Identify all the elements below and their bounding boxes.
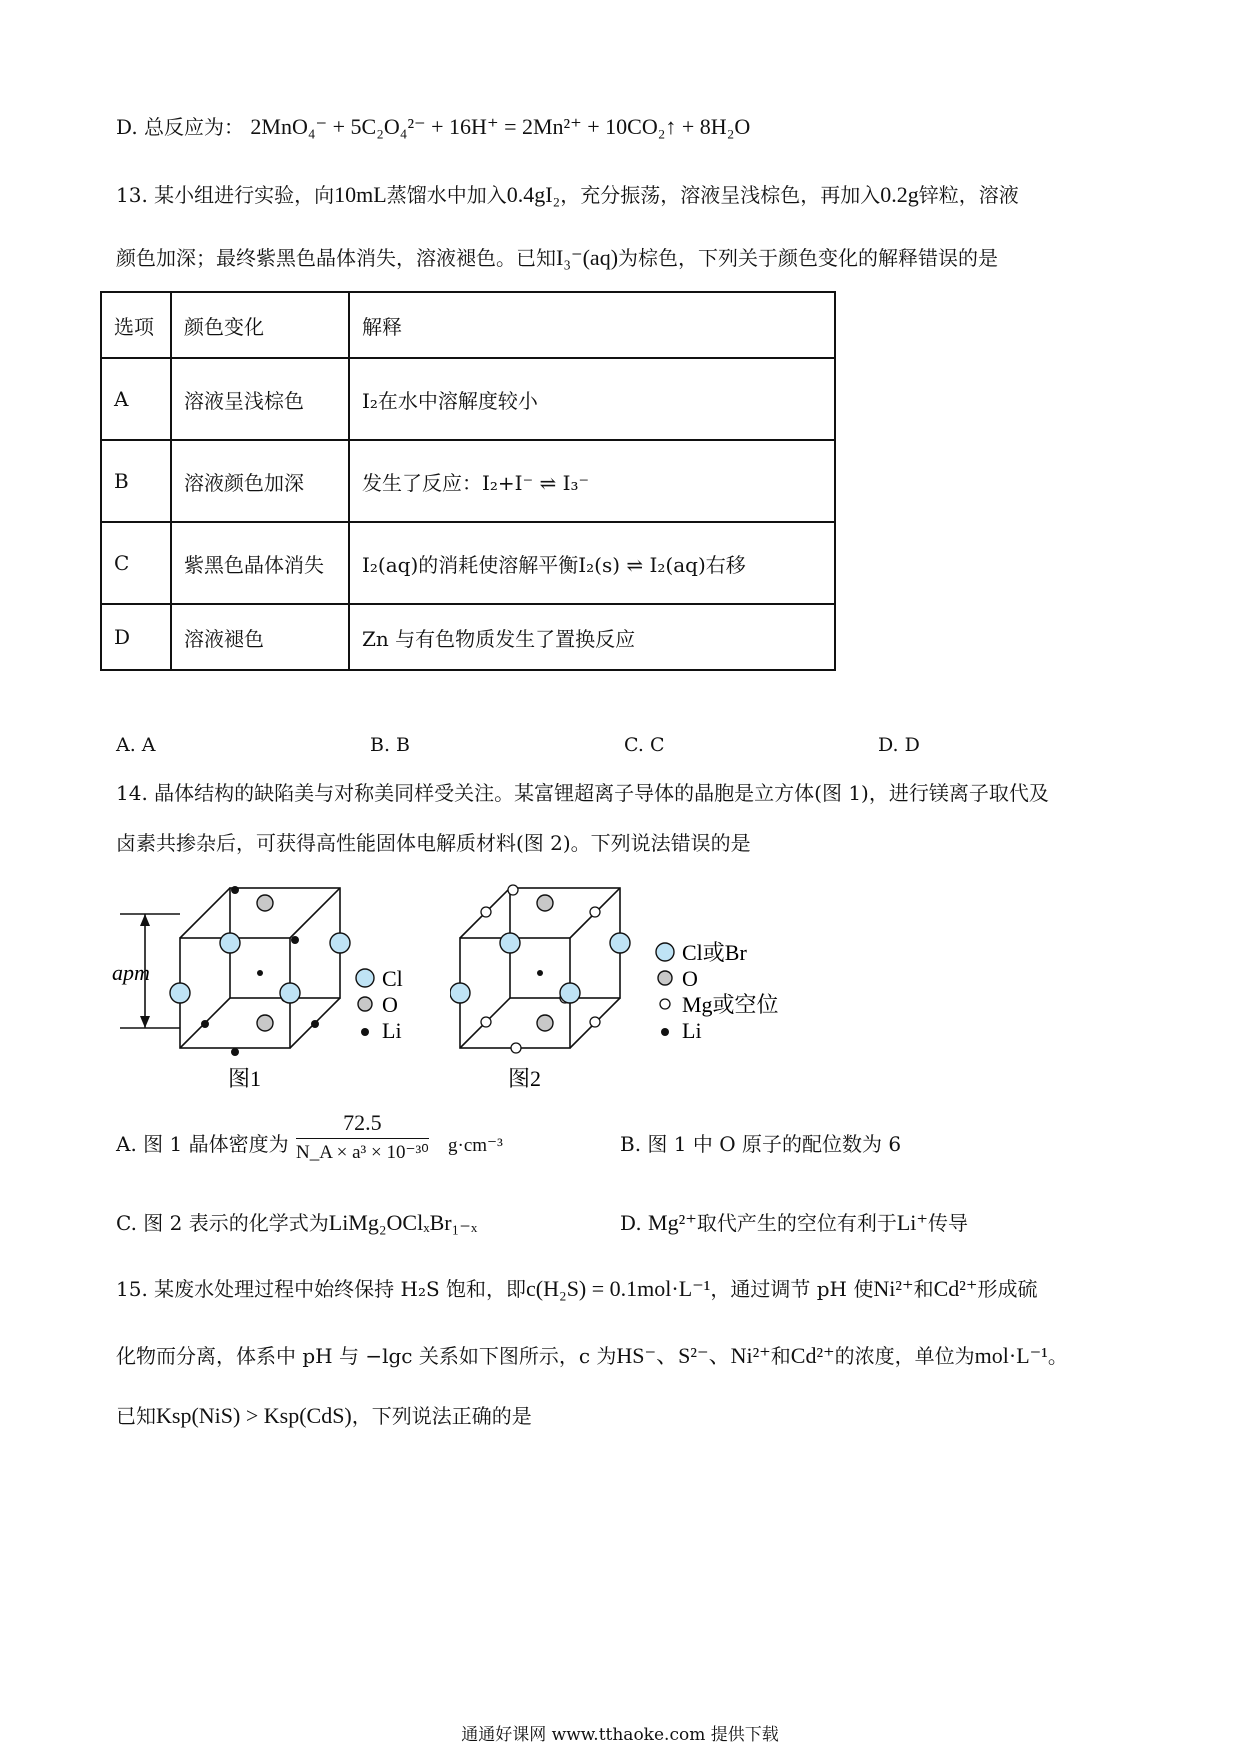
q13-stem-line1: 13. 某小组进行实验，向10mL蒸馏水中加入0.4gI₂，充分振荡，溶液呈浅棕色，再加入0.2g锌粒，溶液 — [116, 182, 1019, 207]
legend-label: Cl或Br — [682, 940, 747, 965]
q13-stem-line2: 颜色加深；最终紫黑色晶体消失，溶液褪色。已知I₃⁻(aq)为棕色，下列关于颜色变化的解释错误的是 — [116, 245, 999, 270]
legend-cl-br-swatch — [656, 943, 674, 961]
li-atom — [537, 970, 543, 976]
table-header-cell: 解释 — [349, 292, 835, 358]
li-atom — [231, 886, 239, 894]
q14-stem-line2: 卤素共掺杂后，可获得高性能固体电解质材料(图 2)。下列说法错误的是 — [116, 831, 751, 855]
q14-stem-line1: 14. 晶体结构的缺陷美与对称美同样受关注。某富锂超离子导体的晶胞是立方体(图 1)，进行镁离子取代及 — [116, 781, 1049, 805]
reaction-equation: 2MnO₄⁻ + 5C₂O₄²⁻ + 16H⁺ = 2Mn²⁺ + 10CO₂↑ + 8H₂O — [250, 114, 751, 139]
table-cell: A — [101, 358, 171, 440]
cl-atom — [280, 983, 300, 1003]
table-cell: C — [101, 522, 171, 604]
mg-or-vacancy — [481, 1017, 491, 1027]
cl-or-br-atom — [610, 933, 630, 953]
table-header-cell: 选项 — [101, 292, 171, 358]
q12-option-d-label: D. 总反应为： — [116, 115, 245, 139]
legend-o-swatch — [658, 971, 672, 985]
q14-option-c: C. 图 2 表示的化学式为LiMg₂OClₓBr₁₋ₓ — [116, 1210, 478, 1235]
mg-or-vacancy — [590, 907, 600, 917]
table-cell: Zn 与有色物质发生了置换反应 — [349, 604, 835, 670]
mg-or-vacancy — [508, 885, 518, 895]
table-header-row — [101, 292, 835, 358]
table-cell: 紫黑色晶体消失 — [171, 522, 349, 604]
table-cell: D — [101, 604, 171, 670]
fraction-numerator: 72.5 — [296, 1110, 429, 1139]
choice-a[interactable]: A. A — [116, 734, 156, 756]
table-cell: 发生了反应：I₂+I⁻ ⇌ I₃⁻ — [349, 440, 835, 522]
legend-label: Mg或空位 — [682, 992, 779, 1017]
choice-c[interactable]: C. C — [624, 734, 665, 756]
fig1-edge-label: apm — [112, 960, 150, 985]
legend-label: O — [682, 966, 698, 991]
legend-label: Cl — [382, 966, 403, 991]
table-row — [101, 440, 835, 522]
q15-stem-line1: 15. 某废水处理过程中始终保持 H₂S 饱和，即c(H₂S) = 0.1mol·L⁻¹，通过调节 pH 使Ni²⁺和Cd²⁺形成硫 — [116, 1276, 1038, 1301]
page-footer: 通通好课网 www.tthaoke.com 提供下载 — [461, 1725, 779, 1745]
table-cell: B — [101, 440, 171, 522]
legend-li-swatch — [361, 1028, 369, 1036]
table-cell: I₂(aq)的消耗使溶解平衡I₂(s) ⇌ I₂(aq)右移 — [349, 522, 835, 604]
q12-option-d — [116, 116, 750, 138]
q13-table — [100, 291, 836, 671]
li-atom — [311, 1020, 319, 1028]
fig2-caption: 图2 — [508, 1066, 542, 1091]
o-atom — [537, 1015, 553, 1031]
legend-mg-vacancy-swatch — [660, 999, 670, 1009]
table-row — [101, 522, 835, 604]
figure-2-unit-cell — [450, 870, 820, 1100]
fig1-caption: 图1 — [228, 1066, 262, 1091]
mg-or-vacancy — [590, 1017, 600, 1027]
choice-b[interactable]: B. B — [370, 734, 411, 756]
table-cell: I₂在水中溶解度较小 — [349, 358, 835, 440]
cl-atom — [170, 983, 190, 1003]
fraction-denominator: N_A × a³ × 10⁻³⁰ — [296, 1142, 429, 1163]
li-atom — [257, 970, 263, 976]
li-atom — [231, 1048, 239, 1056]
cl-or-br-atom — [500, 933, 520, 953]
q14-option-b: B. 图 1 中 O 原子的配位数为 6 — [620, 1132, 902, 1156]
figure-1-unit-cell — [110, 870, 430, 1100]
density-unit: g·cm⁻³ — [448, 1135, 503, 1156]
legend-cl-swatch — [356, 969, 374, 987]
q14-option-d: D. Mg²⁺取代产生的空位有利于Li⁺传导 — [620, 1210, 968, 1235]
li-atom — [291, 936, 299, 944]
cl-or-br-atom — [560, 983, 580, 1003]
q15-stem-line3: 已知Ksp(NiS) > Ksp(CdS)，下列说法正确的是 — [116, 1403, 532, 1428]
o-atom — [257, 1015, 273, 1031]
cl-or-br-atom — [450, 983, 470, 1003]
legend-label: O — [382, 992, 398, 1017]
mg-or-vacancy — [481, 907, 491, 917]
table-cell: 溶液呈浅棕色 — [171, 358, 349, 440]
o-atom — [257, 895, 273, 911]
legend-label: Li — [682, 1018, 702, 1043]
cl-atom — [330, 933, 350, 953]
table-header-cell: 颜色变化 — [171, 292, 349, 358]
table-row — [101, 358, 835, 440]
table-cell: 溶液颜色加深 — [171, 440, 349, 522]
q15-stem-line2: 化物而分离，体系中 pH 与 −lgc 关系如下图所示，c 为HS⁻、S²⁻、Ni²⁺和Cd²⁺的浓度，单位为mol·L⁻¹。 — [116, 1343, 1068, 1368]
legend-li-swatch — [661, 1028, 669, 1036]
legend-o-swatch — [358, 997, 372, 1011]
q14-option-a-prefix: A. 图 1 晶体密度为 — [116, 1132, 289, 1156]
choice-d[interactable]: D. D — [878, 734, 920, 756]
table-cell: 溶液褪色 — [171, 604, 349, 670]
li-atom — [201, 1020, 209, 1028]
mg-or-vacancy — [511, 1043, 521, 1053]
cl-atom — [220, 933, 240, 953]
density-fraction — [296, 1110, 429, 1164]
legend-label: Li — [382, 1018, 402, 1043]
table-row — [101, 604, 835, 670]
o-atom — [537, 895, 553, 911]
